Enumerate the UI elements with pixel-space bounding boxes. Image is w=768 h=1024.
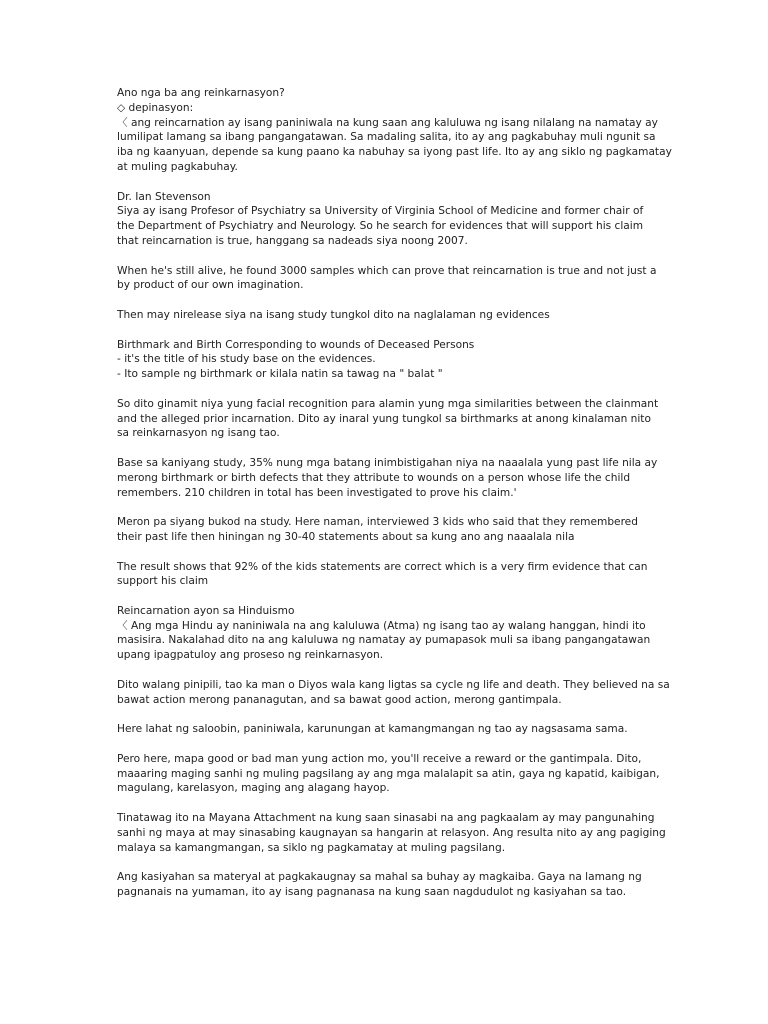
text-line: - Ito sample ng birthmark or kilala natin sa tawag na " balat " [117, 368, 443, 381]
document-page [117, 86, 672, 915]
text-line: lumilipat lamang sa ibang pangangatawan. Sa madaling salita, ito ay ang pagkabuhay muli ngunit sa [117, 131, 656, 144]
text-line: Pero here, mapa good or bad man yung action mo, you'll receive a reward or the gantimpala. Dito, [117, 752, 642, 765]
heading-ano-nga-ba: Ano nga ba ang reinkarnasyon? [117, 87, 285, 99]
text-line: merong birthmark or birth defects that they attribute to wounds on a person whose life the child [117, 471, 631, 484]
text-line: sanhi ng maya at may sinasabing kaugnayan sa hangarin at relasyon. Ang resulta nito ay ang pagiging [117, 826, 666, 839]
paragraph-another-study [117, 515, 657, 545]
paragraph-hinduismo [117, 604, 657, 663]
text-line: pagnanais na yumaman, ito ay isang pagnanasa na kung saan nagdudulot ng kasiyahan sa tao. [117, 886, 627, 899]
text-line: their past life then hiningan ng 30-40 statements about sa kung ano ang naaalala nila [117, 530, 575, 543]
paragraph-study-release [117, 308, 657, 323]
text-line: magulang, karelasyon, maging ang alagang hayop. [117, 782, 390, 795]
text-line: iba ng kaanyuan, depende sa kung paano ka nabuhay sa iyong past life. Ito ay ang siklo ng pagkamatay [117, 146, 672, 159]
text-line: support his claim [117, 575, 209, 588]
text-line: by product of our own imagination. [117, 279, 304, 292]
text-line: Here lahat ng saloobin, paniniwala, karunungan at kamangmangan ng tao ay nagsasama sama. [117, 723, 628, 736]
heading-hinduismo: Reincarnation ayon sa Hinduismo [117, 604, 295, 617]
paragraph-ian-stevenson [117, 190, 657, 249]
text-line: masisira. Nakalahad dito na ang kaluluwa ng namatay ay pumapasok muli sa ibang pangangatawan [117, 634, 651, 647]
text-line: upang ipagpatuloy ang proseso ng reinkarnasyon. [117, 649, 384, 662]
text-line: and the alleged prior incarnation. Dito ay inaral yung tungkol sa birthmarks at anong kinalaman nito [117, 412, 651, 425]
text-line: Ang kasiyahan sa materyal at pagkakaugnay sa mahal sa buhay ay magkaiba. Gaya na lamang ng [117, 871, 642, 884]
text-line: 〈 ang reincarnation ay isang paniniwala na kung saan ang kaluluwa ng isang nilalang na namatay ay [117, 116, 658, 129]
heading-ian-stevenson: Dr. Ian Stevenson [117, 190, 211, 203]
paragraph-reinkarnasyon-definition [117, 86, 672, 175]
heading-birthmark-study: Birthmark and Birth Corresponding to wounds of Deceased Persons [117, 338, 475, 351]
text-line: - it's the title of his study base on the evidences. [117, 353, 376, 366]
text-line: When he's still alive, he found 3000 samples which can prove that reincarnation is true and not just a [117, 264, 657, 277]
text-line: Base sa kaniyang study, 35% nung mga batang inimbistigahan niya na naaalala yung past life nila ay [117, 456, 658, 469]
paragraph-mayana-attachment [117, 811, 666, 855]
text-line: 〈 Ang mga Hindu ay naniniwala na ang kaluluwa (Atma) ng isang tao ay walang hanggan, hindi ito [117, 619, 646, 632]
text-line: that reincarnation is true, hanggang sa nadeads siya noong 2007. [117, 234, 468, 247]
paragraph-92-percent [117, 560, 657, 590]
text-line: Dito walang pinipili, tao ka man o Diyos wala kang ligtas sa cycle ng life and death. They believed na sa [117, 678, 670, 691]
text-line: bawat action merong pananagutan, and sa bawat good action, merong gantimpala. [117, 693, 562, 706]
text-line: The result shows that 92% of the kids statements are correct which is a very firm evidence that can [117, 560, 648, 573]
text-line: malaya sa kamangmangan, sa siklo ng pagkamatay at muling pagsilang. [117, 841, 506, 854]
paragraph-gantimpala [117, 752, 660, 796]
paragraph-3000-samples [117, 264, 657, 294]
paragraph-35-percent [117, 456, 657, 500]
paragraph-birthmark-study [117, 338, 657, 382]
paragraph-facial-recognition [117, 397, 657, 441]
text-line: sa reinkarnasyon ng isang tao. [117, 427, 280, 440]
paragraph-cycle-life-death [117, 678, 670, 708]
text-line: maaaring maging sanhi ng muling pagsilang ay ang mga malalapit sa atin, gaya ng kapatid, kaibigan, [117, 767, 660, 780]
text-line: So dito ginamit niya yung facial recognition para alamin yung mga similarities between the clainmant [117, 397, 659, 410]
text-line: Then may nirelease siya na isang study tungkol dito na naglalaman ng evidences [117, 308, 550, 321]
text-line: ◇ depinasyon: [117, 101, 194, 114]
text-line: the Department of Psychiatry and Neurology. So he search for evidences that will support his claim [117, 220, 644, 233]
paragraph-kasiyahan [117, 870, 657, 900]
text-line: remembers. 210 children in total has been investigated to prove his claim.' [117, 486, 517, 499]
text-line: Tinatawag ito na Mayana Attachment na kung saan sinasabi na ang pagkaalam ay may pangunahing [117, 812, 655, 825]
text-line: Siya ay isang Profesor of Psychiatry sa University of Virginia School of Medicine and former chair of [117, 205, 644, 218]
text-line: Meron pa siyang bukod na study. Here naman, interviewed 3 kids who said that they remembered [117, 516, 638, 529]
paragraph-saloobin [117, 722, 657, 737]
text-line: at muling pagkabuhay. [117, 160, 238, 173]
